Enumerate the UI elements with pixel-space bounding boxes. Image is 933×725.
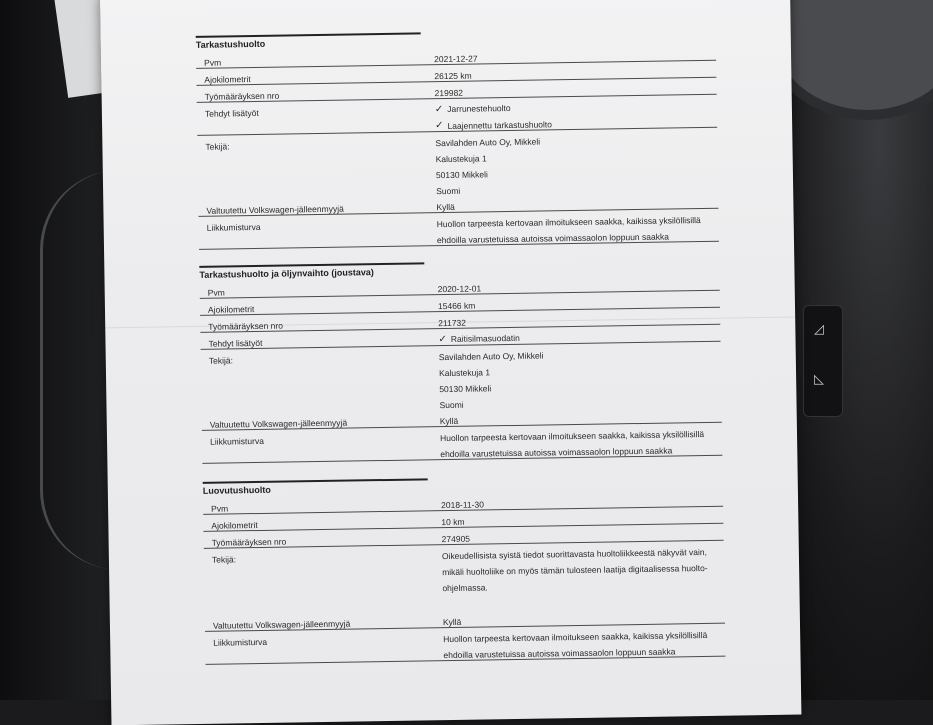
service-record-paper: [100, 0, 801, 725]
section-title: Tarkastushuolto ja öljynvaihto (joustava): [199, 262, 424, 282]
row-order: Työmääräyksen nro 274905: [203, 524, 723, 549]
row-order: Työmääräyksen nro 219982: [196, 78, 716, 103]
service-section-1: [196, 28, 719, 250]
service-section-2: [199, 258, 722, 464]
service-section-3: [203, 474, 726, 665]
row-extras: Tehdyt lisätyöt ✓ Raitisilmasuodatin: [200, 325, 720, 350]
check-icon: ✓: [438, 334, 447, 346]
extra-item: ✓ Laajennettu tarkastushuolto: [197, 111, 717, 136]
row-dealer: Valtuutettu Volkswagen-jälleenmyyjä Kyllä: [202, 406, 722, 431]
row-maker: Tekijä: Oikeudellisista syistä tiedot suorittavasta huoltoliikkeestä näkyvät vain,: [211, 546, 708, 565]
maker-line: Kalustekuja 1: [435, 153, 487, 165]
section-title: Tarkastushuolto: [196, 32, 421, 52]
mobility-line: ehdoilla varustetuissa autoissa voimassaolon loppuun saakka: [205, 640, 725, 665]
row-pvm: Pvm 2020-12-01: [200, 274, 720, 299]
seat-adjust-icon: ◿: [814, 321, 824, 336]
row-km: Ajokilometrit 26125 km: [196, 61, 716, 86]
row-mobility: Liikkumisturva Huollon tarpeesta kertovaan ilmoitukseen saakka, kaikissa yksilöllisillä: [209, 428, 705, 447]
maker-line: 50130 Mikkeli: [439, 383, 492, 395]
mobility-line: ehdoilla varustetuissa autoissa voimassaolon loppuun saakka: [199, 225, 719, 250]
seat-recline-icon: ◺: [814, 371, 824, 386]
row-pvm: Pvm 2018-11-30: [203, 490, 723, 515]
seat-buttons: [803, 305, 843, 417]
section-title: Luovutushuolto: [203, 478, 428, 498]
row-order: Työmääräyksen nro 211732: [200, 308, 720, 333]
row-pvm: Pvm 2021-12-27: [196, 44, 716, 69]
row-km: Ajokilometrit 15466 km: [200, 291, 720, 316]
row-dealer: Valtuutettu Volkswagen-jälleenmyyjä Kyllä: [205, 607, 725, 632]
row-maker: Tekijä: Savilahden Auto Oy, Mikkeli: [208, 350, 544, 366]
maker-line: 50130 Mikkeli: [435, 169, 488, 181]
maker-line: mikäli huoltoliike on myös tämän tulosteen laatija digitaalisessa huolto-: [442, 562, 708, 578]
maker-line: Suomi: [436, 185, 461, 197]
mobility-line: ehdoilla varustetuissa autoissa voimassaolon loppuun saakka: [202, 439, 722, 464]
row-km: Ajokilometrit 10 km: [203, 507, 723, 532]
row-mobility: Liikkumisturva Huollon tarpeesta kertovaan ilmoitukseen saakka, kaikissa yksilöllisillä: [206, 215, 701, 233]
maker-line: ohjelmassa.: [442, 582, 488, 594]
row-maker: Tekijä: Savilahden Auto Oy, Mikkeli: [205, 136, 541, 152]
row-dealer: Valtuutettu Volkswagen-jälleenmyyjä Kyllä: [198, 192, 718, 217]
row-extras: Tehdyt lisätyöt ✓ Jarrunestehuolto: [204, 102, 511, 119]
maker-line: Suomi: [439, 399, 464, 411]
row-mobility: Liikkumisturva Huollon tarpeesta kertovaan ilmoitukseen saakka, kaikissa yksilöllisillä: [213, 629, 708, 648]
check-icon: ✓: [435, 120, 444, 132]
maker-line: Kalustekuja 1: [438, 367, 491, 379]
check-icon: ✓: [434, 104, 444, 116]
